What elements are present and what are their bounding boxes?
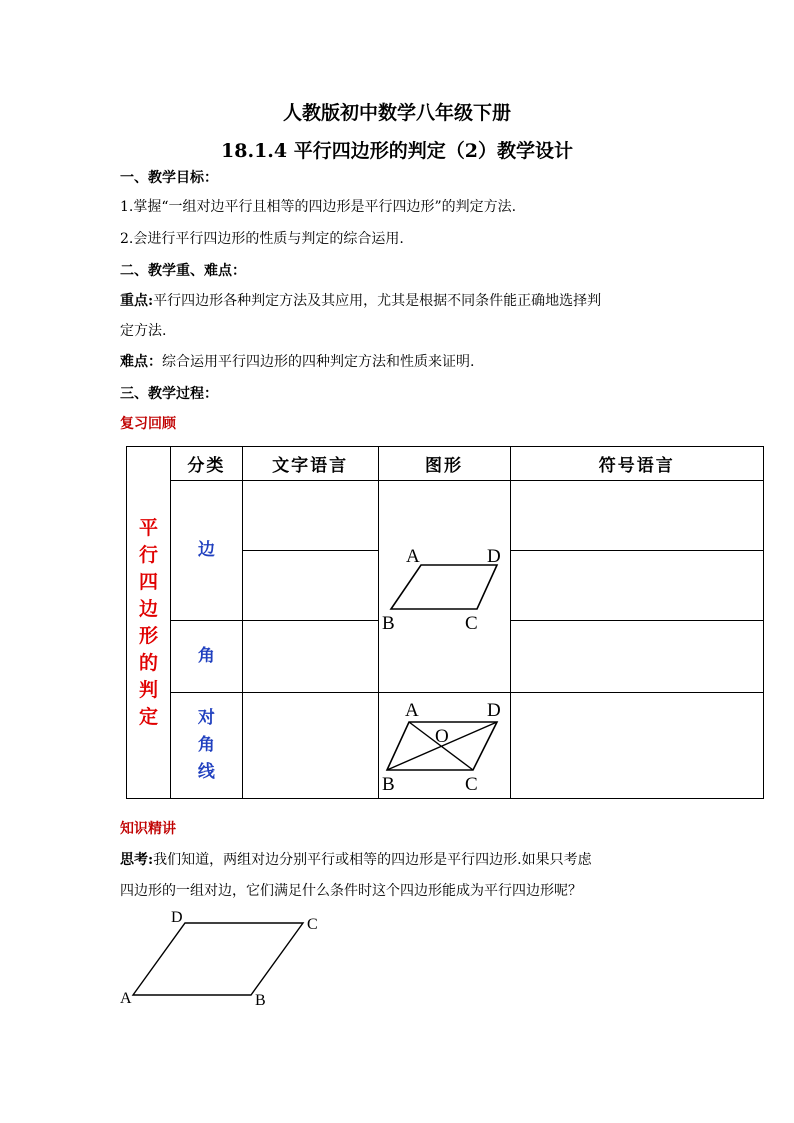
objective-item-1: 1.掌握“一组对边平行且相等的四边形是平行四边形”的判定方法. (120, 199, 517, 215)
category-angle-cell (170, 621, 242, 693)
edge-text-cell-2[interactable] (242, 551, 378, 621)
difficulty-point (120, 351, 474, 371)
vertex-d: D (487, 545, 501, 567)
parallelogram-shape (391, 565, 497, 609)
figure-cell-2 (378, 693, 510, 799)
parallelogram-abcd (133, 923, 303, 995)
vertex-a-2: A (405, 699, 419, 721)
key-point-label: 重点: (120, 293, 154, 309)
review-label: 复习回顾 (120, 416, 176, 432)
category-edge-cell (170, 481, 242, 621)
category-edge: 边 (197, 540, 215, 560)
vertex-a: A (406, 545, 420, 567)
side-label (127, 515, 170, 731)
figure-cell-1 (378, 481, 510, 693)
angle-symbol-cell[interactable] (510, 621, 763, 693)
key-point (120, 290, 601, 310)
section-key-points-heading: 二、教学重、难点： (120, 263, 246, 279)
category-diagonal-cell (170, 693, 242, 799)
think-question-line-1 (120, 849, 592, 869)
diagonal-symbol-cell[interactable] (510, 693, 763, 799)
edge-text-cell-1[interactable] (242, 481, 378, 551)
think-question-line-2: 四边形的一组对边，它们满足什么条件时这个四边形能成为平行四边形呢？ (120, 883, 582, 899)
category-angle: 角 (197, 646, 215, 666)
edge-symbol-cell-2[interactable] (510, 551, 763, 621)
parallelogram-figure-2 (379, 696, 509, 792)
vertex-c-2: C (465, 773, 478, 792)
header-symbol-language: 符号语言 (510, 447, 763, 481)
objective-item-2: 2.会进行平行四边形的性质与判定的综合运用. (120, 231, 404, 247)
header-figure: 图形 (378, 447, 510, 481)
section-process-heading: 三、教学过程： (120, 386, 218, 402)
vertex-d-3: D (171, 909, 183, 926)
section-objectives-heading: 一、教学目标： (120, 170, 218, 186)
think-text: 我们知道，两组对边分别平行或相等的四边形是平行四边形.如果只考虑 (153, 852, 592, 868)
parallelogram-figure-3 (115, 905, 335, 1015)
vertex-a-3: A (120, 990, 132, 1007)
key-point-continued: 定方法. (120, 323, 167, 339)
category-diagonal-text: 对角线 (197, 708, 215, 782)
edge-symbol-cell-1[interactable] (510, 481, 763, 551)
knowledge-label: 知识精讲 (120, 821, 176, 837)
document-title: 人教版初中数学八年级下册 (282, 102, 511, 124)
review-table (126, 446, 764, 799)
vertex-c: C (465, 612, 478, 630)
angle-text-cell[interactable] (242, 621, 378, 693)
parallelogram-figure-1 (379, 540, 509, 630)
category-diagonal (171, 705, 242, 786)
center-o: O (435, 725, 449, 747)
side-label-cell (127, 447, 171, 799)
diagonal-text-cell[interactable] (242, 693, 378, 799)
lesson-title: 18.1.4 平行四边形的判定（2）教学设计 (221, 140, 573, 162)
vertex-b-2: B (382, 773, 395, 792)
vertex-c-3: C (307, 916, 318, 933)
difficulty-text: 综合运用平行四边形的四种判定方法和性质来证明. (162, 354, 475, 370)
difficulty-label: 难点： (120, 354, 162, 370)
vertex-d-2: D (487, 699, 501, 721)
vertex-b-3: B (255, 992, 266, 1009)
side-label-text: 平行四边形的判定 (138, 516, 158, 728)
vertex-b: B (382, 612, 395, 630)
header-text-language: 文字语言 (242, 447, 378, 481)
key-point-text: 平行四边形各种判定方法及其应用，尤其是根据不同条件能正确地选择判 (153, 293, 602, 309)
think-label: 思考: (120, 852, 154, 868)
header-category: 分类 (170, 447, 242, 481)
